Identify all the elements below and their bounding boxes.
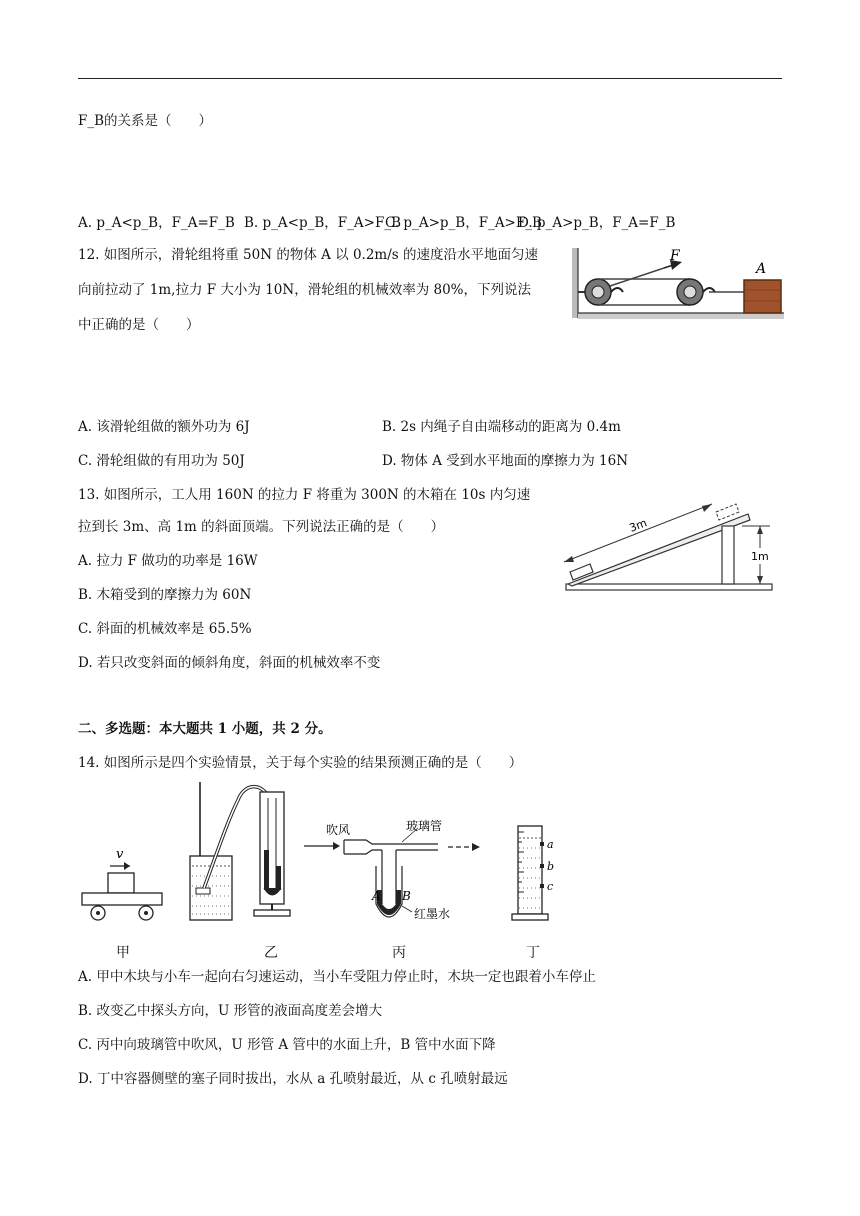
fig-ding-hole-b-label: b bbox=[547, 860, 555, 873]
fig-ding-hole-a-label: a bbox=[547, 838, 554, 851]
q11-option-a: A. p_A<p_B，F_A=F_B bbox=[78, 215, 235, 231]
q13-height-label: 1m bbox=[751, 550, 769, 563]
fig-bing-a-label: A bbox=[372, 889, 381, 903]
caption-ding: 丁 bbox=[526, 945, 540, 961]
header-rule bbox=[78, 78, 782, 79]
caption-bing: 丙 bbox=[392, 945, 406, 961]
section-heading: 二、多选题：本大题共 1 小题，共 2 分。 bbox=[78, 721, 332, 737]
fig-bing-glass-tube-label: 玻璃管 bbox=[406, 819, 443, 833]
q13-option-c: C. 斜面的机械效率是 65.5% bbox=[78, 621, 252, 637]
q12-option-c: C. 滑轮组做的有用功为 50J bbox=[78, 453, 245, 469]
q11-tail: F_B的关系是（ ） bbox=[78, 113, 213, 129]
q12-option-a: A. 该滑轮组做的额外功为 6J bbox=[78, 419, 250, 435]
fig-bing bbox=[304, 818, 480, 921]
q12-stem-line-3: 中正确的是（ ） bbox=[78, 317, 200, 333]
q13-option-a: A. 拉力 F 做功的功率是 16W bbox=[78, 553, 258, 569]
fig-bing-b-label: B bbox=[402, 889, 411, 903]
q13-stem-line-2: 拉到长 3m、高 1m 的斜面顶端。下列说法正确的是（ ） bbox=[78, 519, 445, 535]
q11-option-b: B. p_A<p_B，F_A>F_B bbox=[244, 215, 401, 231]
q14-option-c: C. 丙中向玻璃管中吹风，U 形管 A 管中的水面上升，B 管中水面下降 bbox=[78, 1037, 496, 1053]
caption-jia: 甲 bbox=[116, 945, 130, 961]
q12-pulley-figure bbox=[572, 246, 784, 320]
q12-object-label: A bbox=[756, 261, 767, 277]
q11-option-c: C. p_A>p_B，F_A>F_B bbox=[385, 215, 542, 231]
fig-ding bbox=[512, 826, 554, 920]
q14-option-b: B. 改变乙中探头方向，U 形管的液面高度差会增大 bbox=[78, 1003, 383, 1019]
q13-option-b: B. 木箱受到的摩擦力为 60N bbox=[78, 587, 252, 603]
fig-jia bbox=[82, 847, 162, 920]
q13-incline-figure bbox=[556, 486, 772, 594]
q12-force-label: F bbox=[670, 248, 680, 264]
fig-ding-hole-c-label: c bbox=[547, 880, 554, 893]
q14-experiments-figure bbox=[78, 780, 558, 960]
q13-length-label: 3m bbox=[627, 516, 649, 535]
q12-stem-line-1: 12. 如图所示，滑轮组将重 50N 的物体 A 以 0.2m/s 的速度沿水平地面匀速 bbox=[78, 247, 538, 263]
q12-option-b: B. 2s 内绳子自由端移动的距离为 0.4m bbox=[382, 419, 621, 435]
q13-stem-line-1: 13. 如图所示，工人用 160N 的拉力 F 将重为 300N 的木箱在 10s 内匀速 bbox=[78, 487, 531, 503]
q11-option-d: D. p_A>p_B，F_A=F_B bbox=[518, 215, 676, 231]
q13-option-d: D. 若只改变斜面的倾斜角度，斜面的机械效率不变 bbox=[78, 655, 381, 671]
q14-stem: 14. 如图所示是四个实验情景，关于每个实验的结果预测正确的是（ ） bbox=[78, 755, 523, 771]
fig-bing-red-ink-label: 红墨水 bbox=[414, 907, 451, 921]
fig-yi bbox=[190, 782, 290, 920]
q12-stem-line-2: 向前拉动了 1m,拉力 F 大小为 10N，滑轮组的机械效率为 80%，下列说法 bbox=[78, 282, 532, 298]
fig-bing-blow-label: 吹风 bbox=[326, 823, 351, 837]
q14-option-a: A. 甲中木块与小车一起向右匀速运动，当小车受阻力停止时，木块一定也跟着小车停止 bbox=[78, 969, 596, 985]
fig-jia-v-label: v bbox=[116, 847, 124, 862]
q14-option-d: D. 丁中容器侧壁的塞子同时拔出，水从 a 孔喷射最近，从 c 孔喷射最远 bbox=[78, 1071, 508, 1087]
caption-yi: 乙 bbox=[264, 945, 278, 961]
q12-option-d: D. 物体 A 受到水平地面的摩擦力为 16N bbox=[382, 453, 629, 469]
